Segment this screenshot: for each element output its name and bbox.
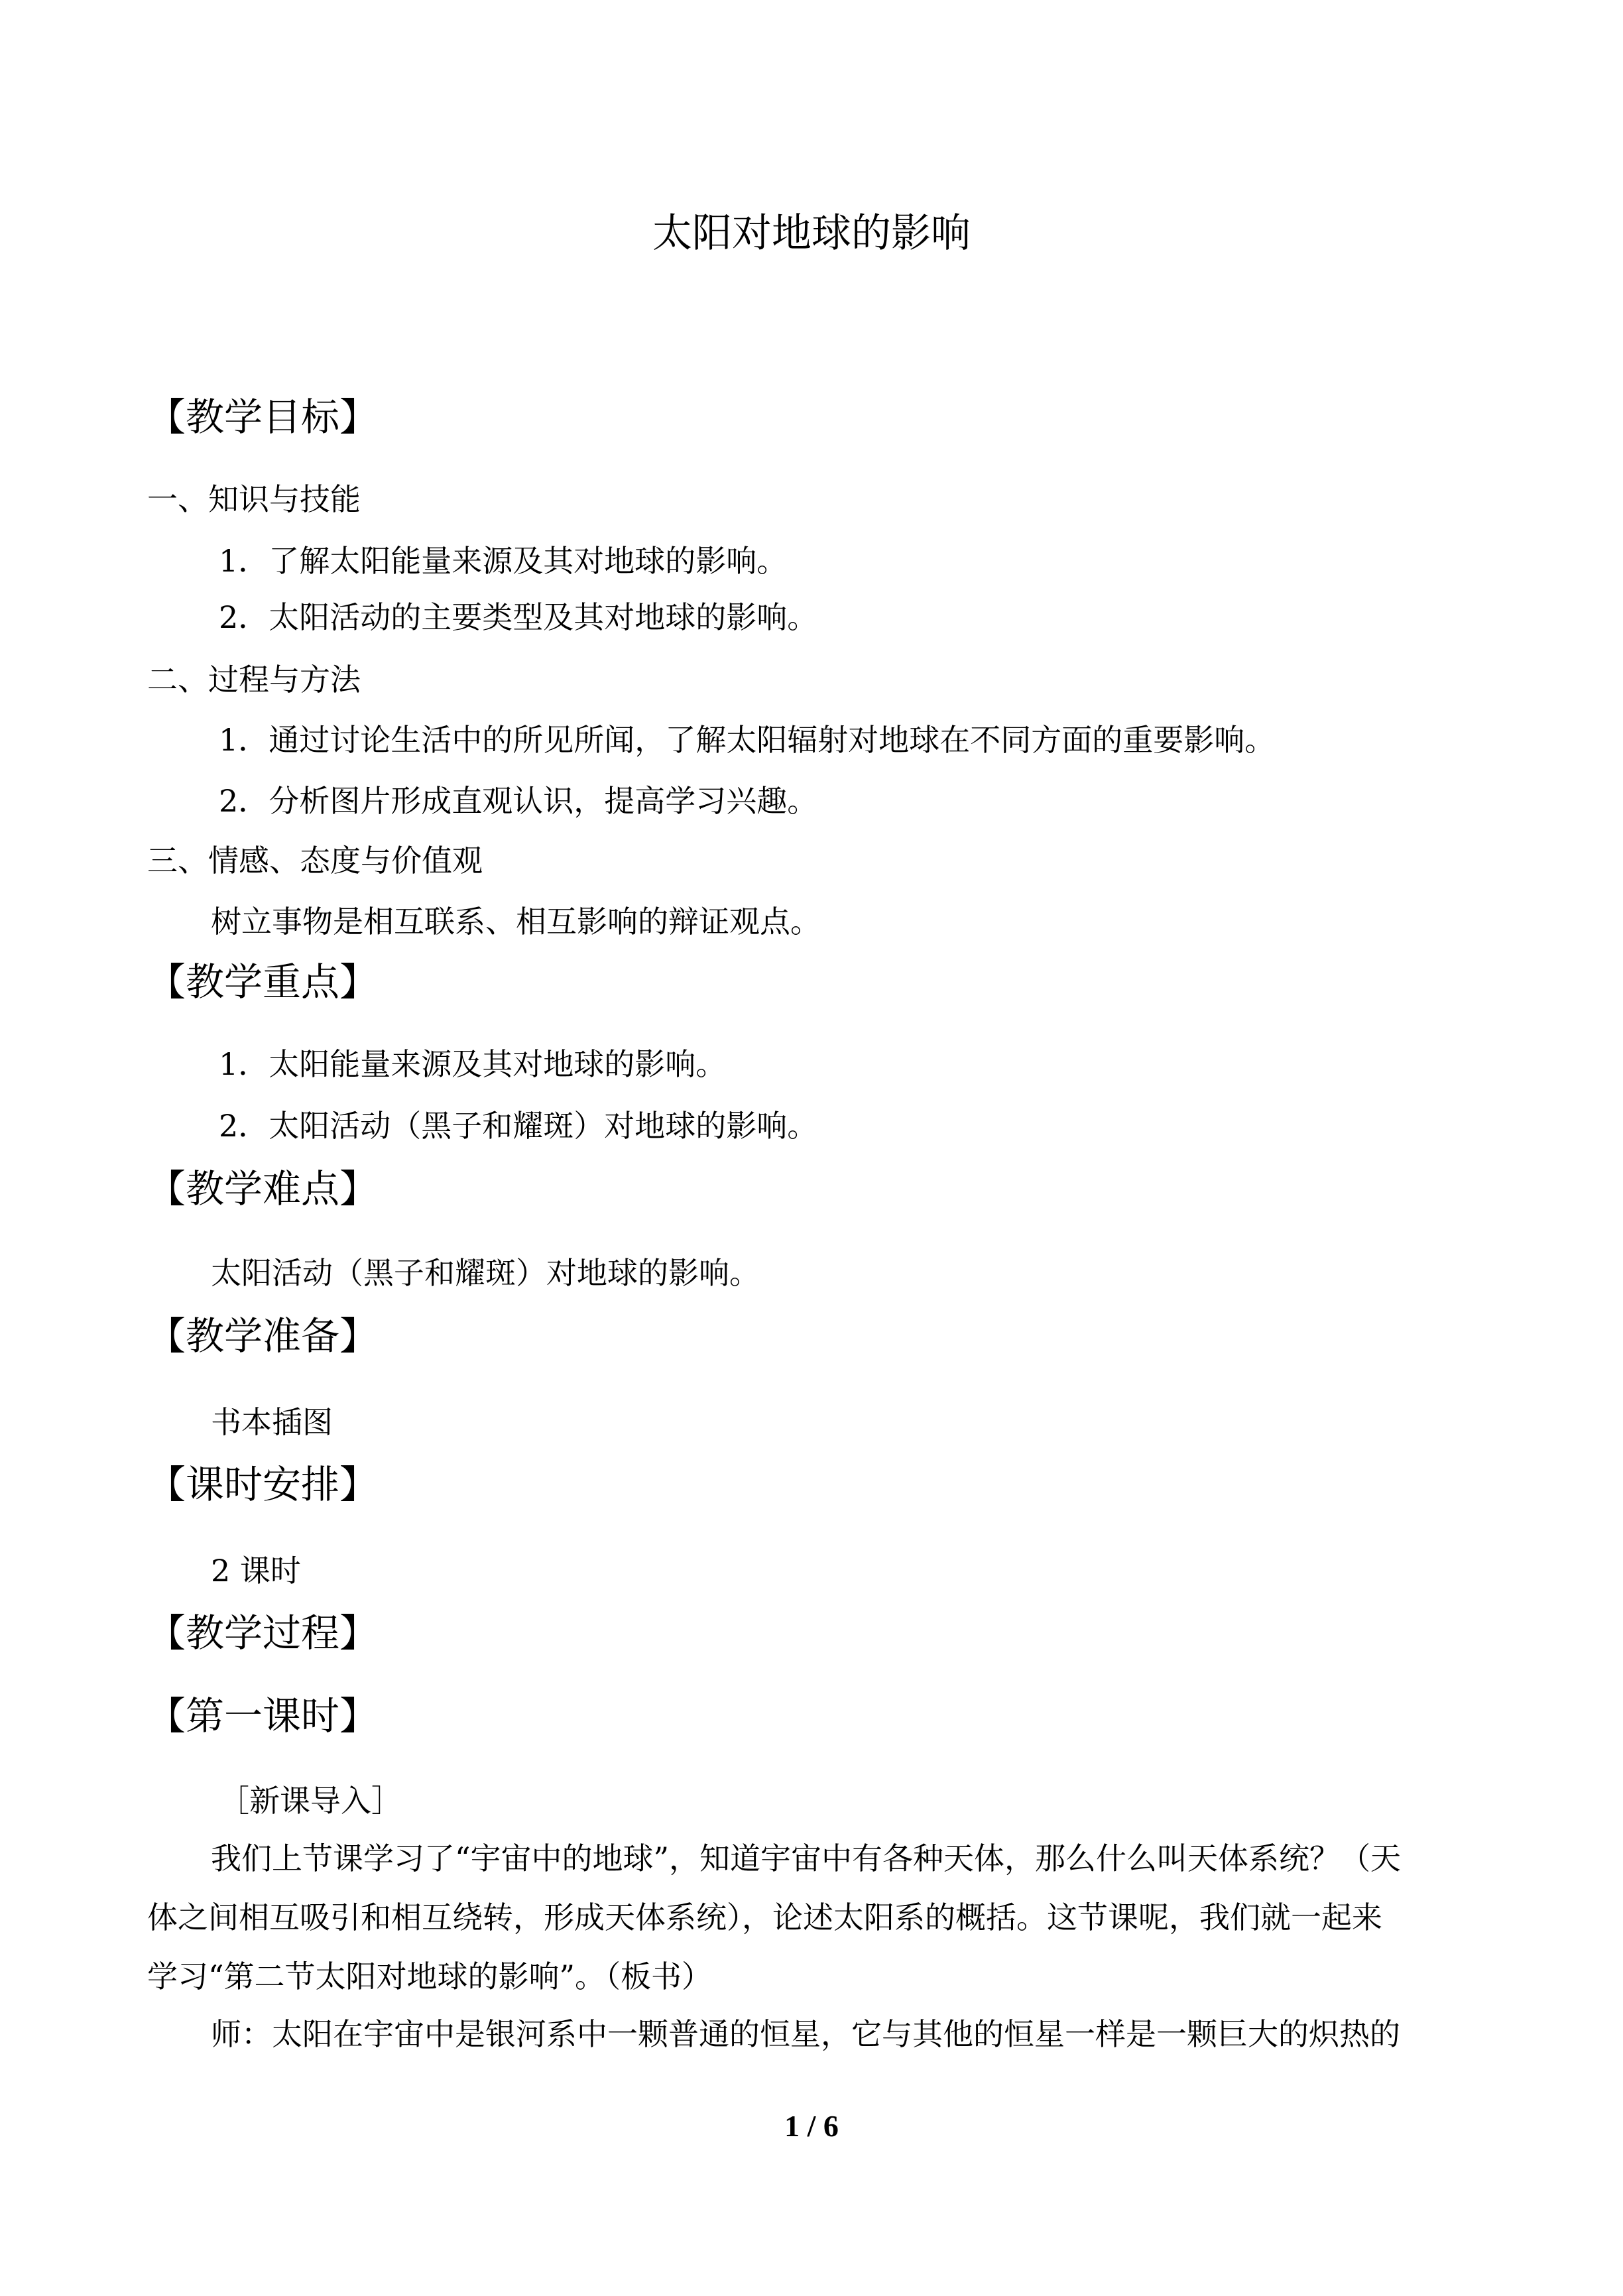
- intro-label: ［新课导入］: [219, 1783, 402, 1819]
- key-point-2: 2．太阳活动（黑子和耀斑）对地球的影响。: [219, 1108, 818, 1144]
- heading-preparation: 【教学准备】: [147, 1313, 379, 1359]
- objectives-sub3: 三、情感、态度与价值观: [147, 843, 483, 878]
- objectives-sub1-item-2: 2．太阳活动的主要类型及其对地球的影响。: [219, 599, 818, 635]
- page-title: 太阳对地球的影响: [652, 210, 971, 257]
- preparation-text: 书本插图: [211, 1404, 333, 1440]
- page-number: 1 / 6: [784, 2109, 839, 2143]
- schedule-text: 2 课时: [211, 1553, 301, 1589]
- objectives-sub2-item-2: 2．分析图片形成直观认识，提高学习兴趣。: [219, 783, 818, 819]
- paragraph-line: 体之间相互吸引和相互绕转，形成天体系统），论述太阳系的概括。这节课呢，我们就一起来: [147, 1900, 1382, 1935]
- paragraph-line: 师：太阳在宇宙中是银河系中一颗普通的恒星，它与其他的恒星一样是一颗巨大的炽热的: [211, 2016, 1400, 2052]
- objectives-sub2-item-1: 1．通过讨论生活中的所见所闻，了解太阳辐射对地球在不同方面的重要影响。: [219, 722, 1276, 758]
- heading-process: 【教学过程】: [147, 1610, 379, 1656]
- objectives-sub3-text: 树立事物是相互联系、相互影响的辩证观点。: [211, 904, 821, 939]
- key-point-1: 1．太阳能量来源及其对地球的影响。: [219, 1046, 727, 1082]
- paragraph-line: 我们上节课学习了“宇宙中的地球”，知道宇宙中有各种天体，那么什么叫天体系统？（天: [211, 1841, 1402, 1876]
- paragraph-line: 学习“第二节太阳对地球的影响”。（板书）: [147, 1959, 713, 1994]
- heading-key-points: 【教学重点】: [147, 959, 379, 1004]
- heading-difficulties: 【教学难点】: [147, 1166, 379, 1211]
- heading-objectives: 【教学目标】: [147, 394, 379, 440]
- difficulty-text: 太阳活动（黑子和耀斑）对地球的影响。: [211, 1255, 760, 1291]
- objectives-sub2: 二、过程与方法: [147, 662, 361, 697]
- heading-schedule: 【课时安排】: [147, 1462, 379, 1507]
- objectives-sub1: 一、知识与技能: [147, 481, 361, 517]
- heading-lesson1: 【第一课时】: [147, 1693, 379, 1738]
- objectives-sub1-item-1: 1．了解太阳能量来源及其对地球的影响。: [219, 543, 788, 579]
